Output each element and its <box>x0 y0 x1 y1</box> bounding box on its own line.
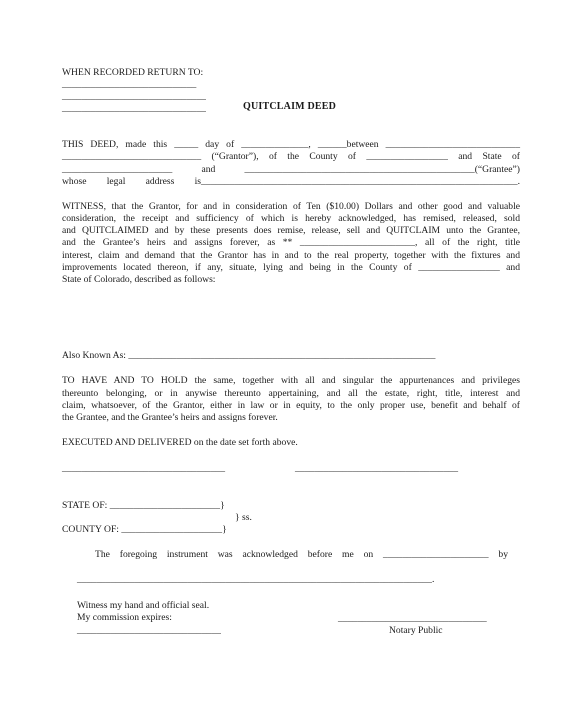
return-line-3: ______________________________ <box>62 103 206 114</box>
document-title: QUITCLAIM DEED <box>243 101 337 112</box>
notary-public-label: Notary Public <box>389 625 443 636</box>
acknowledgment-line: The foregoing instrument was acknowledged before me on ______________________ by <box>95 549 508 560</box>
state-of: STATE OF: _______________________} <box>62 500 225 511</box>
witness-line-1: WITNESS, that the Grantor, for and in consideration of Ten ($10.00) Dollars and other good and valuable <box>62 201 520 212</box>
notary-signature-line: _______________________________ <box>338 613 487 624</box>
witness-line-2: consideration, the receipt and sufficiency of which is hereby acknowledged, has remised, released, sold <box>62 213 520 224</box>
ss-mark: } ss. <box>235 512 252 523</box>
acknowledgment-long-line: __________________________________________________________________________. <box>77 574 435 585</box>
executed-statement: EXECUTED AND DELIVERED on the date set forth above. <box>62 437 298 448</box>
county-of: COUNTY OF: _____________________} <box>62 524 227 535</box>
witness-seal: Witness my hand and official seal. <box>77 600 210 611</box>
deed-line-4: whose legal address is__________________________________________________________________. <box>62 176 520 187</box>
witness-line-5: interest, claim and demand that the Grantor has in and to the real property, together with the fixtures and <box>62 250 520 261</box>
habendum-line-2: thereunto belonging, or in anywise thereunto appertaining, and all the estate, right, title, interest and <box>62 388 520 399</box>
witness-line-6: improvements located thereon, if any, situate, lying and being in the County of _________________ and <box>62 262 520 273</box>
witness-line-7: State of Colorado, described as follows: <box>62 274 216 285</box>
deed-line-1: THIS DEED, made this _____ day of ______________, ______between ____________________________ <box>62 139 520 150</box>
return-line-2: ______________________________ <box>62 91 206 102</box>
witness-line-4: and the Grantee’s heirs and assigns forever, as ** ________________________, all of the right, title <box>62 237 520 248</box>
also-known-as: Also Known As: ________________________________________________________________ <box>62 350 436 361</box>
return-line-1: ____________________________ <box>62 79 197 90</box>
deed-line-2: _____________________________ (“Grantor”), of the County of _________________ and State of <box>62 151 520 162</box>
habendum-line-1: TO HAVE AND TO HOLD the same, together with all and singular the appurtenances and privileges <box>62 375 520 386</box>
habendum-line-3: claim, whatsoever, of the Grantor, either in law or in equity, to the only proper use, benefit and behalf of <box>62 400 520 411</box>
commission-line: ______________________________ <box>77 625 221 636</box>
witness-line-3: and QUITCLAIMED and by these presents does remise, release, sell and QUITCLAIM unto the Grantee, <box>62 225 520 236</box>
commission-expires: My commission expires: <box>77 612 172 623</box>
habendum-line-4: the Grantee, and the Grantee’s heirs and assigns forever. <box>62 412 278 423</box>
deed-line-3: _______________________ and ________________________________________________(“Grantee”) <box>62 164 520 175</box>
return-heading: WHEN RECORDED RETURN TO: <box>62 67 204 78</box>
grantor-signature-line-2: __________________________________ <box>295 463 459 474</box>
grantor-signature-line-1: __________________________________ <box>62 463 226 474</box>
